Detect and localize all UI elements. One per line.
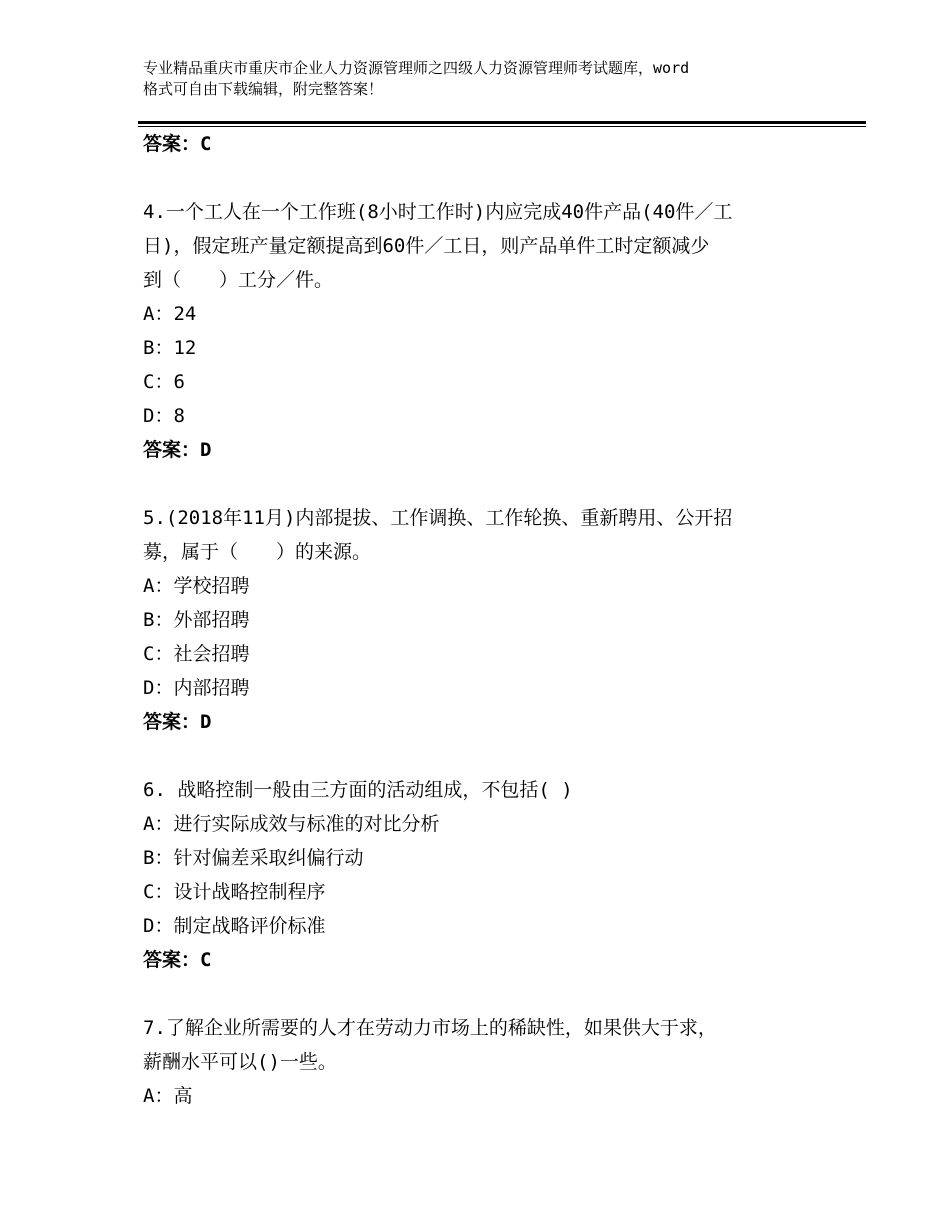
option-a: A：24: [143, 303, 197, 325]
header-line-2: 格式可自由下载编辑，附完整答案！: [143, 80, 384, 98]
question-text-line: 募，属于（ ）的来源。: [143, 541, 372, 563]
question-7: [143, 1011, 823, 1113]
option-b: B：外部招聘: [143, 609, 250, 631]
option-a: A：学校招聘: [143, 575, 250, 597]
question-text-line: 5.(2018年11月)内部提拔、工作调换、工作轮换、重新聘用、公开招: [143, 507, 733, 529]
question-4: [143, 195, 823, 467]
question-text-line: 4.一个工人在一个工作班(8小时工作时)内应完成40件产品(40件／工: [143, 201, 733, 223]
answer-line: 答案：C: [143, 133, 212, 155]
question-5: [143, 501, 823, 739]
option-d: D：内部招聘: [143, 677, 250, 699]
option-c: C：社会招聘: [143, 643, 250, 665]
option-d: D：8: [143, 405, 185, 427]
answer-line: 答案：C: [143, 949, 212, 971]
question-text-line: 7.了解企业所需要的人才在劳动力市场上的稀缺性，如果供大于求，: [143, 1017, 717, 1039]
option-c: C：6: [143, 371, 185, 393]
option-c: C：设计战略控制程序: [143, 881, 326, 903]
option-a: A：进行实际成效与标准的对比分析: [143, 813, 440, 835]
question-text-line: 薪酬水平可以()一些。: [143, 1051, 337, 1073]
question-text-line: 6. 战略控制一般由三方面的活动组成，不包括( ): [143, 779, 573, 801]
option-d: D：制定战略评价标准: [143, 915, 326, 937]
option-a: A：高: [143, 1085, 193, 1107]
document-header: [143, 58, 823, 100]
option-b: B：针对偏差采取纠偏行动: [143, 847, 364, 869]
answer-line: 答案：D: [143, 711, 212, 733]
question-text-line: 到（ ）工分／件。: [143, 269, 334, 291]
answer-line: 答案：D: [143, 439, 212, 461]
header-rule-thick: [138, 121, 866, 124]
question-text-line: 日)，假定班产量定额提高到60件／工日，则产品单件工时定额减少: [143, 235, 710, 257]
header-line-1: 专业精品重庆市重庆市企业人力资源管理师之四级人力资源管理师考试题库，word: [143, 59, 690, 77]
document-body: [143, 127, 823, 1113]
option-b: B：12: [143, 337, 197, 359]
question-6: [143, 773, 823, 977]
